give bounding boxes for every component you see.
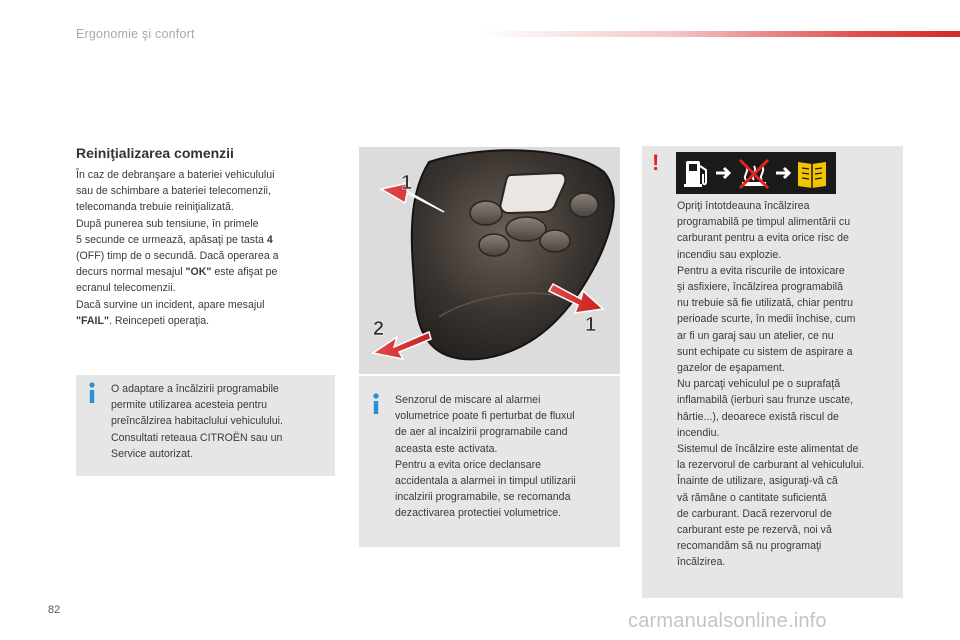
watermark: carmanualsonline.info: [628, 610, 827, 632]
info-box-2-line: accidentala a alarmei in timpul utilizarii: [395, 475, 576, 488]
warning-line: Opriţi întotdeauna încălzirea: [677, 200, 810, 212]
info-box-2-line: Pentru a evita orice declansare: [395, 458, 542, 471]
warning-line: la rezervorul de carburant al vehiculului.: [677, 459, 865, 472]
warning-line: hârtie...), deoarece există riscul de: [677, 410, 839, 423]
info-box-2-line: incalzirii programabile, se recomanda: [395, 491, 571, 504]
warning-line: ar fi un garaj sau un atelier, ce nu: [677, 329, 834, 342]
body-line: În caz de debranşare a bateriei vehiculului: [76, 169, 275, 181]
callout-2: 2: [373, 318, 385, 340]
body-line: sau de schimbare a bateriei telecomenzii,: [76, 185, 271, 198]
warning-line: perioade scurte, în medii închise, cum: [677, 313, 856, 326]
warning-line: recomandăm să nu programaţi: [677, 540, 822, 553]
remote-control-figure: [359, 147, 620, 374]
warning-line: carburant pentru a evita orice risc de: [677, 232, 849, 245]
warning-line: de carburant. Dacă rezervorul de: [677, 507, 832, 520]
warning-line: incendiu.: [677, 426, 720, 439]
section-title: Reiniţializarea comenzii: [76, 145, 234, 161]
warning-line: gazelor de eşapament.: [677, 362, 785, 375]
body-line: "FAIL". Reincepeti operaţia.: [76, 314, 210, 327]
info-box-2-text: [395, 392, 619, 522]
warning-line: încălzirea.: [677, 556, 726, 569]
info-box-2-line: aceasta este activata.: [395, 442, 498, 455]
info-icon: [86, 382, 98, 404]
warning-line: incendiu sau explozie.: [677, 248, 782, 261]
manual-book-icon: [798, 162, 826, 188]
info-box-1-text: [111, 381, 333, 462]
body-line: (OFF) timp de o secundă. Dacă operarea a: [76, 250, 279, 263]
info-icon: [370, 393, 382, 415]
body-line: După punerea sub tensiune, în primele: [76, 217, 259, 230]
body-line: ecranul telecomenzii.: [76, 282, 176, 295]
page-number: 82: [48, 604, 61, 616]
warning-line: Sistemul de încălzire este alimentat de: [677, 443, 859, 456]
body-line: decurs normal mesajul "OK" este afişat pe: [76, 266, 278, 279]
section-body: [76, 167, 326, 329]
warning-line: vă rămâne o cantitate suficientă: [677, 491, 827, 504]
info-box-1-line: Service autorizat.: [111, 447, 193, 460]
warning-line: nu trebuie să fie utilizată, chiar pentru: [677, 297, 854, 310]
arrow-right-icon: [716, 168, 729, 178]
body-line: 5 secunde ce urmează, apăsaţi pe tasta 4: [76, 233, 273, 246]
warning-line: şi asfixiere, încălzirea programabilă: [677, 281, 844, 294]
warning-line: carburant este pe rezervă, noi vă: [677, 524, 832, 537]
body-line: telecomanda trebuie reiniţializată.: [76, 201, 234, 214]
warning-line: programabilă pe timpul alimentării cu: [677, 216, 851, 229]
fuel-pump-icon: [684, 161, 706, 187]
info-box-1-line: preîncălzirea habitaclului vehiculului.: [111, 415, 283, 428]
info-box-2-line: volumetrice poate fi perturbat de fluxul: [395, 410, 575, 423]
remote-button: [470, 201, 502, 225]
pictogram-strip: [676, 152, 836, 194]
info-box-2-line: dezactivarea protectiei volumetrice.: [395, 507, 562, 520]
warning-line: Nu parcaţi vehiculul pe o suprafaţă: [677, 378, 841, 391]
info-box-1-line: permite utilizarea acesteia pentru: [111, 399, 268, 412]
info-box-2-line: de aer al incalzirii programabile cand: [395, 426, 568, 439]
info-box-2-line: Senzorul de miscare al alarmei: [395, 394, 541, 406]
warning-icon: !: [652, 150, 660, 175]
warning-line: sunt echipate cu sistem de aspirare a: [677, 345, 853, 358]
remote-button: [479, 234, 509, 256]
warning-text: [677, 198, 901, 571]
remote-control-illustration: [359, 147, 620, 374]
heating-disabled-icon: [740, 160, 768, 188]
header-section-title: Ergonomie şi confort: [76, 27, 195, 41]
remote-button: [570, 193, 598, 217]
callout-1-top: 1: [401, 172, 413, 194]
body-line: Dacă survine un incident, apare mesajul: [76, 298, 265, 311]
warning-line: Înainte de utilizare, asiguraţi-vă că: [677, 475, 838, 488]
info-box-1-line: O adaptare a încălzirii programabile: [111, 383, 279, 395]
callout-1-right: 1: [585, 314, 597, 336]
arrow-right-icon: [776, 168, 789, 178]
header-accent-bar: [478, 31, 960, 37]
remote-button: [540, 230, 570, 252]
info-box-1-line: Consultati reteaua CITROËN sau un: [111, 431, 283, 444]
warning-line: Pentru a evita riscurile de intoxicare: [677, 264, 845, 277]
warning-line: inflamabilă (ierburi sau frunze uscate,: [677, 394, 854, 407]
